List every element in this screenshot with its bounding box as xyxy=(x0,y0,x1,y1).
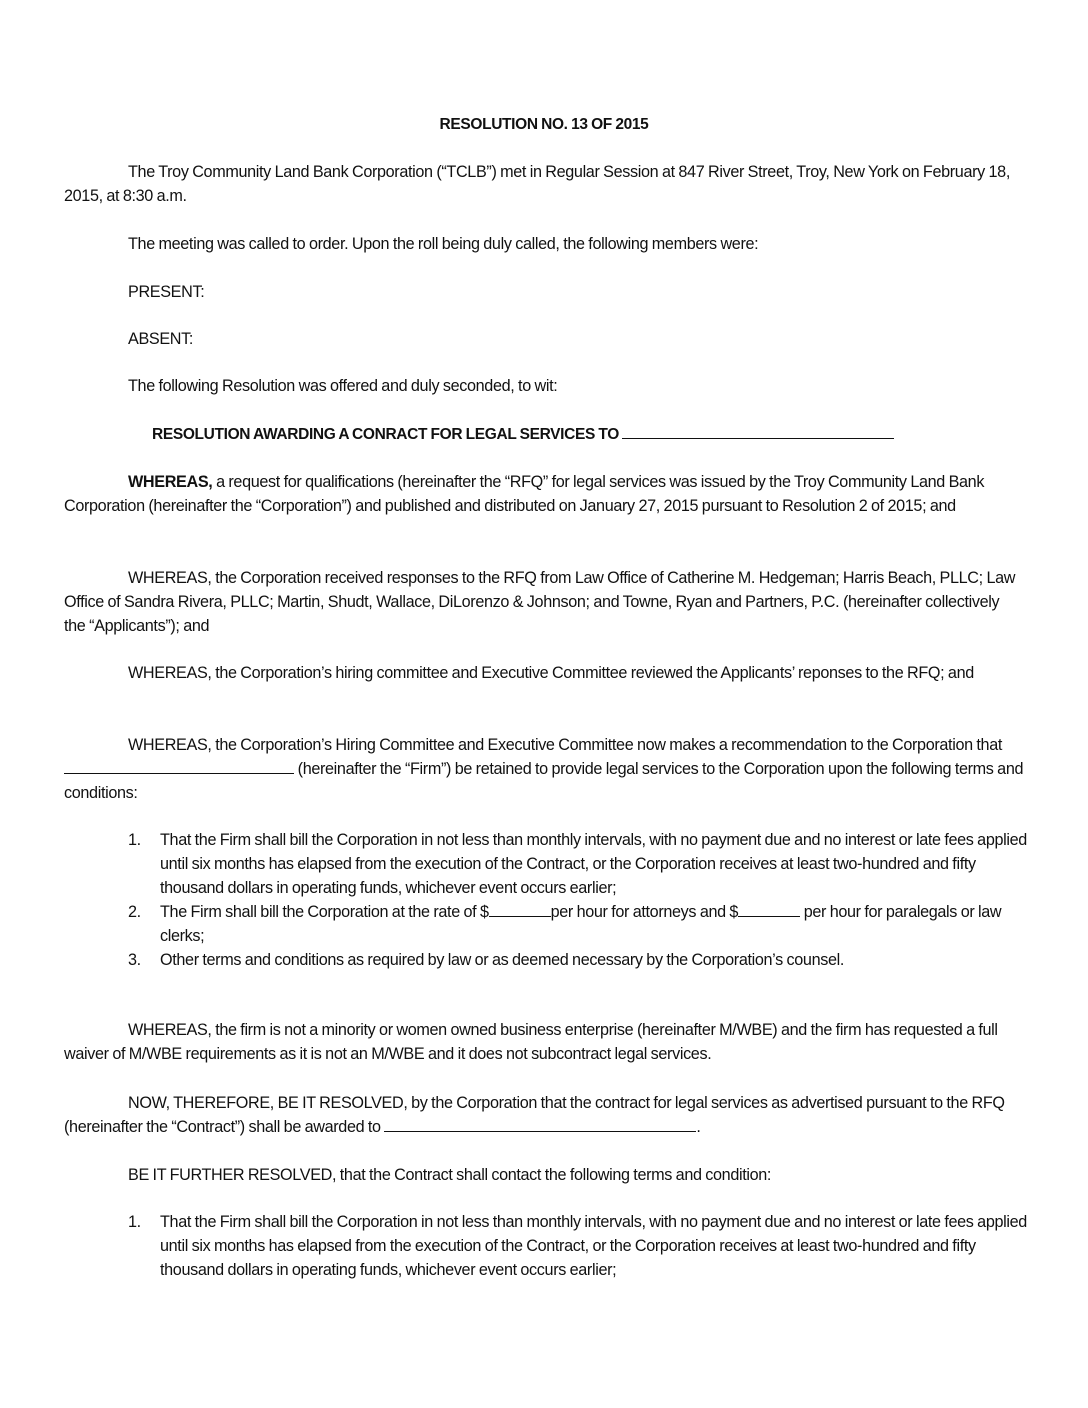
offered-text: The following Resolution was offered and duly seconded, to wit: xyxy=(128,377,558,395)
terms-list-2 xyxy=(128,1210,1028,1282)
awardee-blank xyxy=(622,422,894,439)
now-therefore-after: . xyxy=(696,1118,701,1136)
list-item xyxy=(128,828,1028,900)
now-therefore-paragraph xyxy=(64,1091,1024,1139)
resolution-heading-text: RESOLUTION AWARDING A CONRACT FOR LEGAL SERVICES TO xyxy=(152,426,619,443)
list-number: 1. xyxy=(128,1213,141,1231)
list-number: 2. xyxy=(128,903,141,921)
firm-blank xyxy=(64,757,294,774)
resolution-title: RESOLUTION NO. 13 OF 2015 xyxy=(439,116,649,133)
terms-list-1 xyxy=(128,828,1028,972)
rate-text-part2: per hour for attorneys and $ xyxy=(550,903,739,921)
list-item-text: That the Firm shall bill the Corporation in not less than monthly intervals, with no payment due and no interest or late fees applied until six months has elapsed from the execution of the Contract, or the Corporation receives at least two-hundred and fifty thousand dollars in operating funds, whichever event occurs earlier; xyxy=(160,1213,1027,1279)
whereas-4-before: WHEREAS, the Corporation’s Hiring Committee and Executive Committee now makes a recommendation to the Corporation that xyxy=(128,736,1002,754)
contract-awardee-blank xyxy=(384,1115,696,1132)
whereas-paragraph-5: WHEREAS, the firm is not a minority or women owned business enterprise (hereinafter M/WBE) and the firm has requested a full waiver of M/WBE requirements as it is not an M/WBE and it does not subcontract legal services. xyxy=(64,1021,998,1063)
list-item-text: That the Firm shall bill the Corporation in not less than monthly intervals, with no payment due and no interest or late fees applied until six months has elapsed from the execution of the Contract, or the Corporation receives at least two-hundred and fifty thousand dollars in operating funds, whichever event occurs earlier; xyxy=(160,831,1027,897)
rate-text-part1: The Firm shall bill the Corporation at the rate of $ xyxy=(160,903,489,921)
rate-text-part3: per hour for paralegals or law clerks; xyxy=(160,903,1002,945)
list-item-text: Other terms and conditions as required by law or as deemed necessary by the Corporation’s counsel. xyxy=(160,951,845,969)
intro-paragraph: The Troy Community Land Bank Corporation (“TCLB”) met in Regular Session at 847 River Street, Troy, New York on February 18, 2015, at 8:30 a.m. xyxy=(64,163,1010,205)
whereas-lead: WHEREAS, xyxy=(128,473,213,491)
list-item xyxy=(128,948,1028,972)
list-item xyxy=(128,900,1028,948)
list-number: 1. xyxy=(128,831,141,849)
paralegal-rate-blank xyxy=(738,900,800,917)
whereas-paragraph-2: WHEREAS, the Corporation received responses to the RFQ from Law Office of Catherine M. Hedgeman; Harris Beach, PLLC; Law Office of Sandra Rivera, PLLC; Martin, Shudt, Wallace, DiLorenzo & Johnson; and Towne, Ryan and Partners, P.C. (hereinafter collectively the “Applicants”); and xyxy=(64,569,1016,635)
resolution-heading xyxy=(152,422,894,447)
whereas-paragraph-4 xyxy=(64,733,1024,805)
further-resolved-text: BE IT FURTHER RESOLVED, that the Contract shall contact the following terms and condition: xyxy=(128,1166,772,1184)
attorney-rate-blank xyxy=(489,900,551,917)
list-number: 3. xyxy=(128,951,141,969)
whereas-paragraph-1 xyxy=(64,470,1024,518)
now-therefore-before: NOW, THEREFORE, BE IT RESOLVED, by the Corporation that the contract for legal services as advertised pursuant to the RFQ (hereinafter the “Contract”) shall be awarded to xyxy=(64,1094,1005,1136)
list-item xyxy=(128,1210,1028,1282)
present-label: PRESENT: xyxy=(128,283,205,301)
roll-call-text: The meeting was called to order. Upon the roll being duly called, the following members were: xyxy=(128,235,759,253)
whereas-paragraph-3: WHEREAS, the Corporation’s hiring committee and Executive Committee reviewed the Applicants’ reponses to the RFQ; and xyxy=(128,664,974,682)
whereas-4-after: (hereinafter the “Firm”) be retained to provide legal services to the Corporation upon the following terms and conditions: xyxy=(64,760,1024,802)
absent-label: ABSENT: xyxy=(128,330,194,348)
whereas-1-text: a request for qualifications (hereinafter the “RFQ” for legal services was issued by the Troy Community Land Bank Corporation (hereinafter the “Corporation”) and published and distributed on January 27, 2015 pursuant to Resolution 2 of 2015; and xyxy=(64,473,985,515)
